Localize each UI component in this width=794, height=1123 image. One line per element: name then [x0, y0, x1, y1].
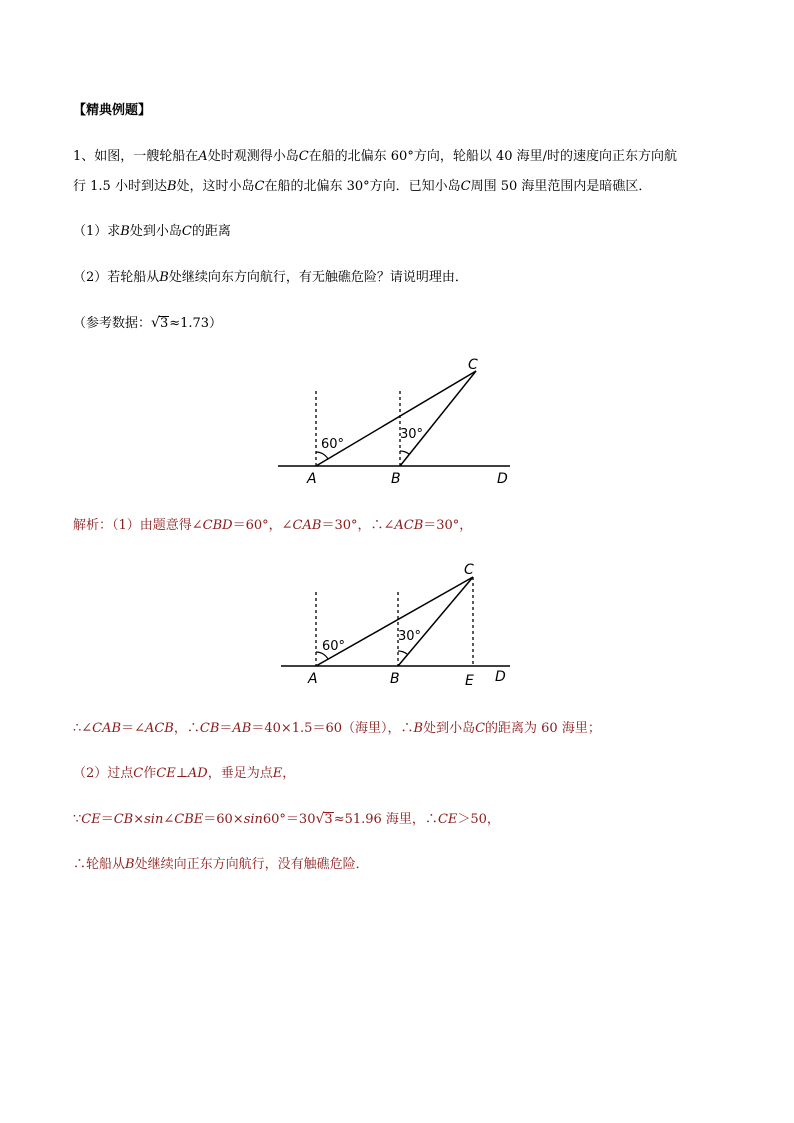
angle-label-b: 30° — [400, 427, 424, 442]
question-1: （1）求B处到小岛C的距离 — [73, 224, 231, 239]
point-label: B — [166, 179, 177, 194]
angle-arc-a — [316, 452, 328, 459]
question-2: （2）若轮船从B处继续向东方向航行，有无触礁危险？请说明理由． — [73, 270, 468, 285]
point-label: A — [198, 149, 208, 164]
label-c: C — [468, 357, 478, 373]
label-b: B — [390, 671, 400, 687]
angle-label-a: 60° — [322, 639, 346, 654]
angle-arc-b — [398, 651, 407, 654]
label-a: A — [308, 671, 318, 687]
point-label: C — [460, 179, 471, 194]
radical-sign: √ — [315, 811, 325, 827]
solution-line-3: （2）过点C作CE⊥AD，垂足为点E， — [73, 766, 296, 781]
reference-data: （参考数据：√3≈1.73） — [73, 315, 223, 331]
problem-line-1: 1、如图，一艘轮船在A处时观测得小岛C在船的北偏东 60°方向，轮船以 40 海里/时的速度向正东方向航 — [73, 149, 678, 164]
point-label: C — [254, 179, 265, 194]
angle-arc-b — [400, 451, 409, 454]
label-e: E — [465, 673, 474, 689]
point-label: C — [181, 224, 192, 239]
section-title: 【精典例题】 — [73, 103, 152, 118]
label-c: C — [464, 562, 474, 578]
solution-line-5: ∴轮船从B处继续向正东方向航行，没有触礁危险． — [73, 857, 369, 872]
solution-line-4: ∵CE＝CB×sin∠CBE＝60×sin60°＝30√3≈51.96 海里，∴CE＞50， — [73, 811, 500, 827]
sqrt-value: 3 — [159, 316, 169, 331]
label-b: B — [391, 471, 401, 487]
solution-line-2: ∴∠CAB＝∠ACB，∴CB＝AB＝40×1.5＝60（海里），∴B处到小岛C的距离为 60 海里； — [73, 721, 601, 736]
point-label: C — [298, 149, 309, 164]
angle-label-b: 30° — [398, 629, 422, 644]
label-d: D — [497, 471, 508, 487]
label-a: A — [307, 471, 317, 487]
segment-bc — [400, 371, 476, 466]
solution-line-1: 解析：（1）由题意得∠CBD＝60°，∠CAB＝30°，∴∠ACB＝30°， — [73, 518, 473, 533]
point-label: B — [120, 224, 130, 239]
sqrt-value: 3 — [324, 812, 333, 827]
problem-line-2: 行 1.5 小时到达B处，这时小岛C在船的北偏东 30°方向．已知小岛C周围 50 海里范围内是暗礁区． — [73, 179, 652, 194]
angle-label-a: 60° — [321, 437, 345, 452]
label-d: D — [495, 669, 506, 685]
segment-bc — [398, 577, 473, 666]
point-label: B — [159, 270, 169, 285]
figure-2-diagram — [270, 555, 520, 690]
problem-number: 1、 — [73, 149, 95, 164]
radical-sign: √ — [151, 315, 160, 331]
figure-1-diagram — [270, 350, 520, 490]
